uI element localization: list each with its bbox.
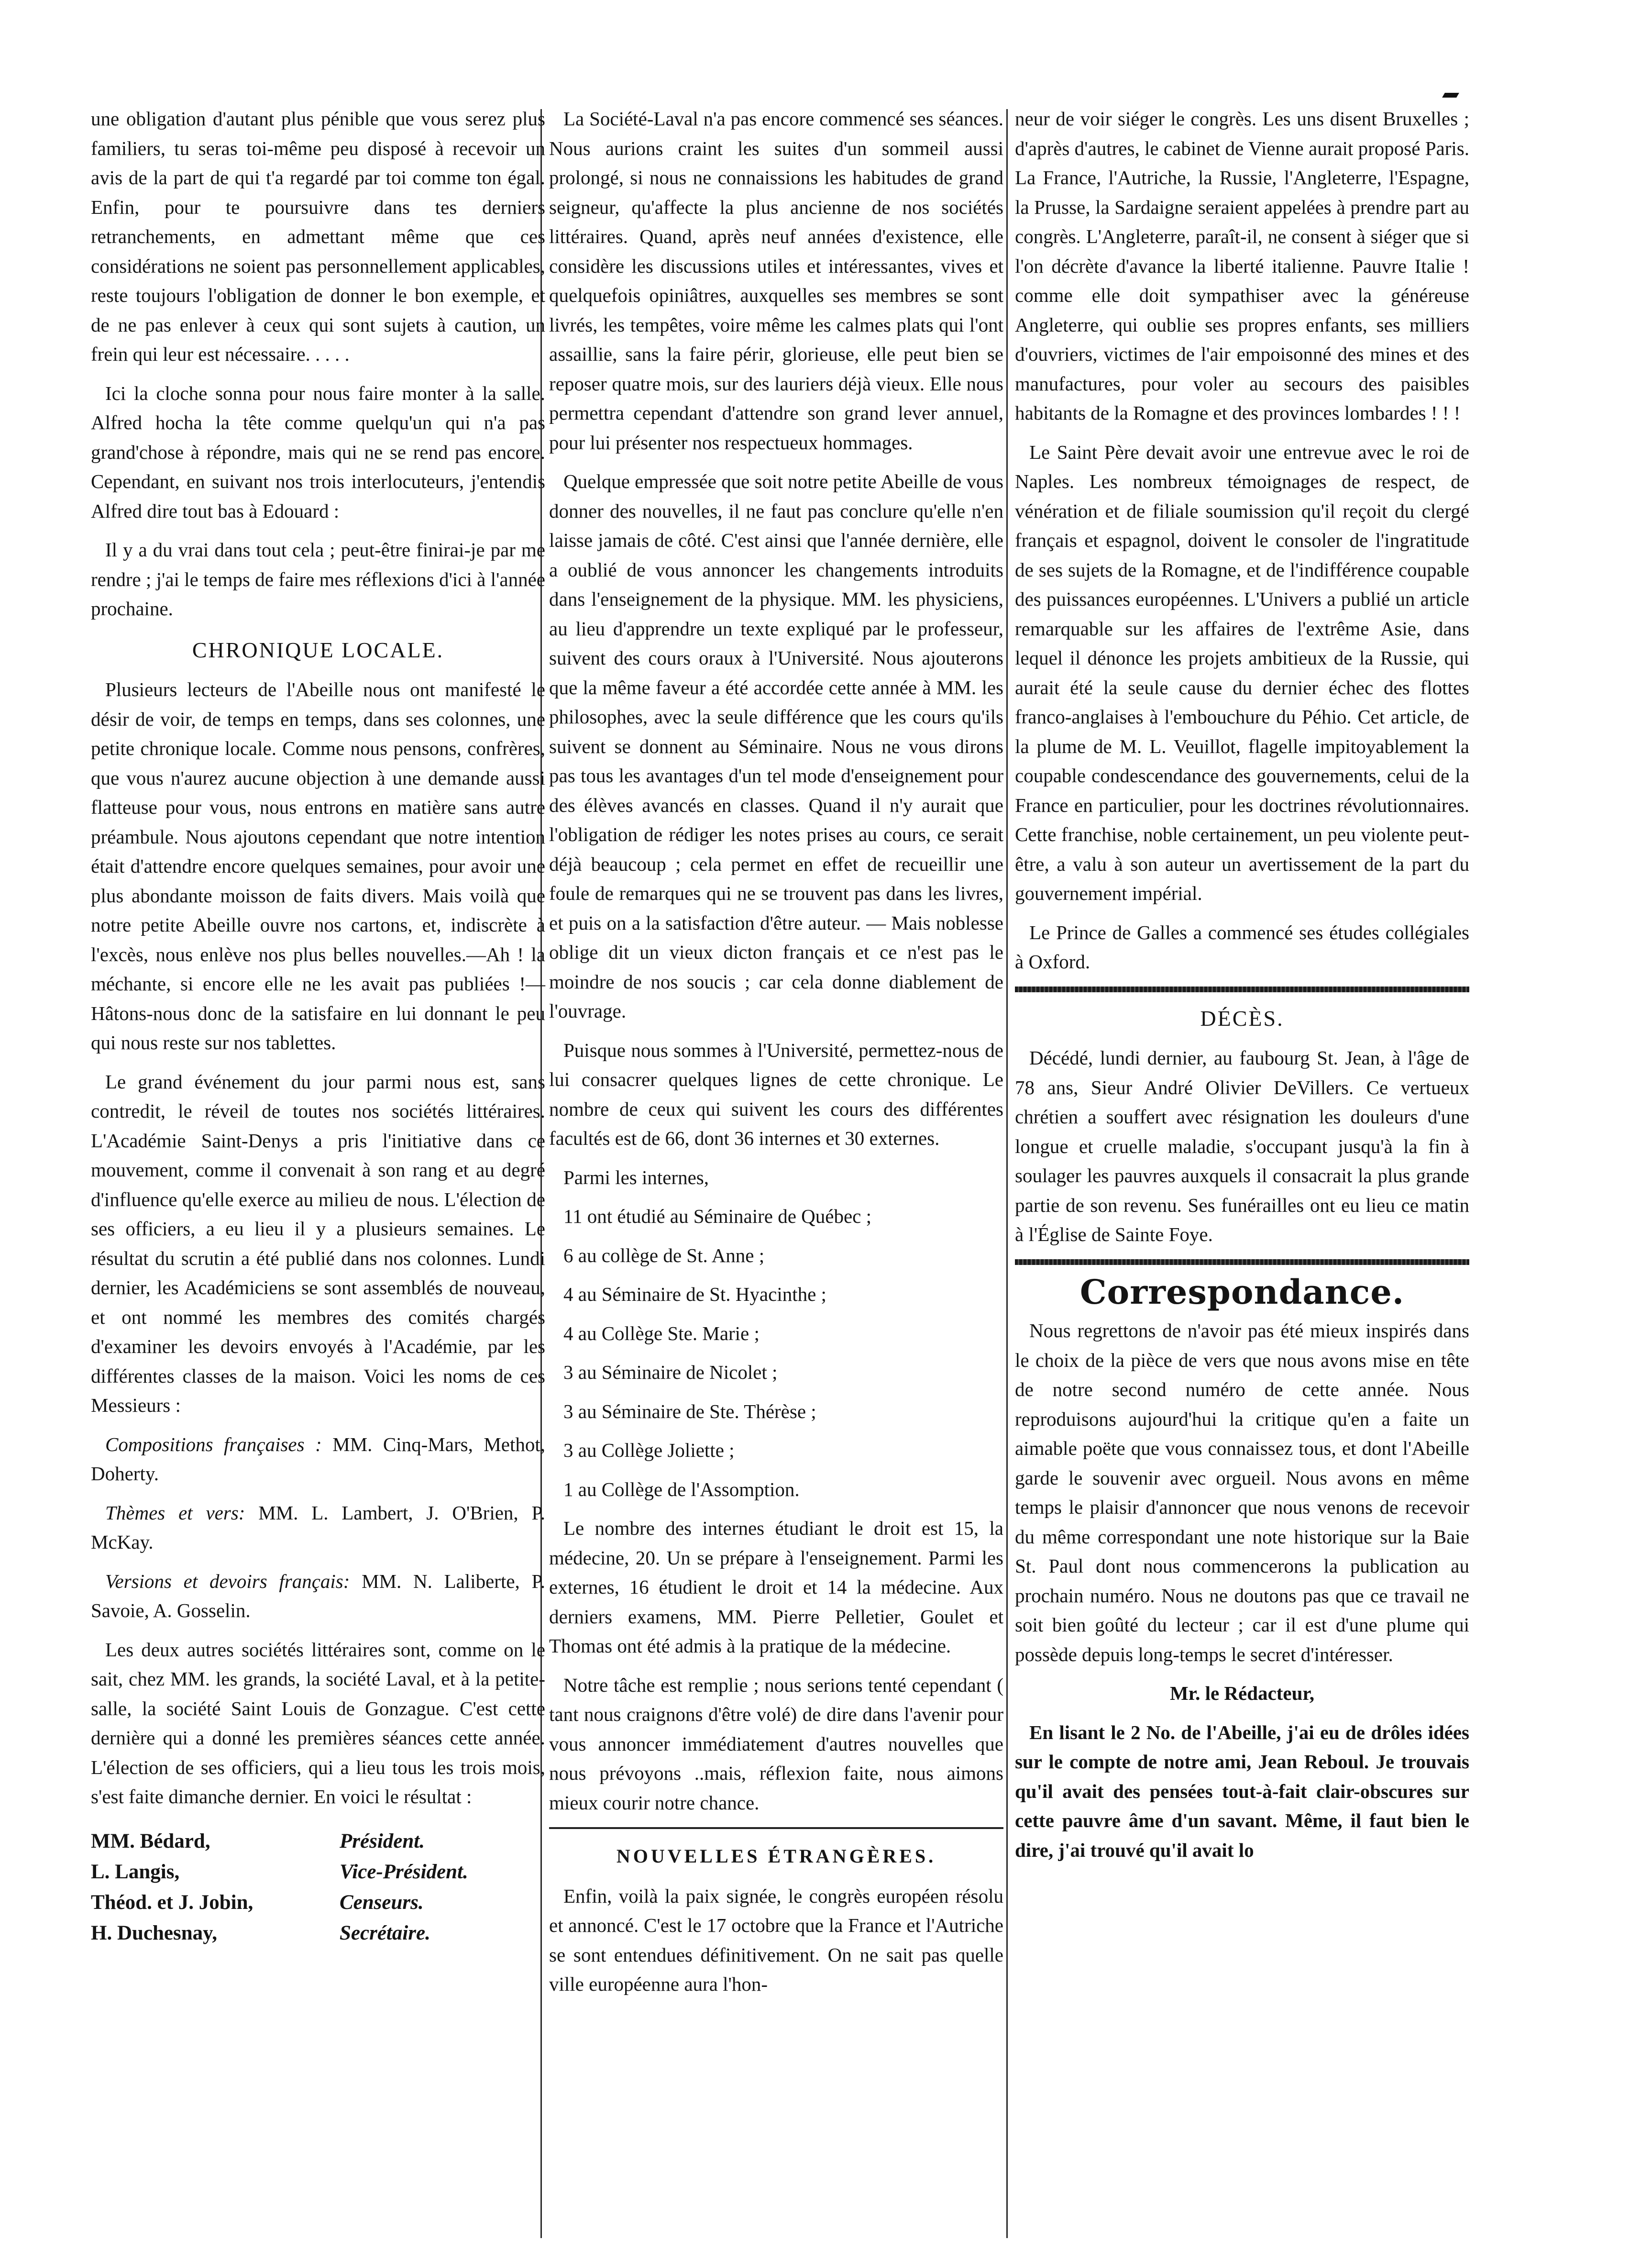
paragraph: Quelque empressée que soit notre petite Abeille de vous donner des nouvelles, il ne faut pas conclure qu'elle n'en laisse jamais de côté. C'est ainsi que l'année dernière, elle a oublié de vous annoncer les changements introduits dans l'enseignement de la physique. MM. les physiciens, au lieu d'apprendre un texte expliqué par le professeur, suivent des cours oraux à l'Université. Nous ajouterons que la même faveur a été accordée cette année à MM. les philosophes, avec la seule différence que les cours qu'ils suivent se donnent au Séminaire. Nous ne vous dirons pas tous les avantages d'un tel mode d'enseignement pour des élèves avancés en classes. Quand il n'y aurait que l'obligation de rédiger les notes prises au cours, ce serait déjà beaucoup ; cela permet en effet de recueillir une foule de remarques qui ne se trouvent pas dans les livres, et puis on a la satisfaction d'être auteur. — Mais noblesse oblige dit un vieux dicton français et ce n'est pas le moindre de nos soucis ; car cela donne diablement de l'ouvrage. [549, 470, 1003, 1022]
paragraph: Nous regrettons de n'avoir pas été mieux inspirés dans le choix de la pièce de vers que nous avons mise en tête de notre second numéro de cette année. Nous reproduisons aujourd'hui la critique qu'en a faite un aimable poëte que vous connaissez tous, et dont l'Abeille garde le souvenir avec orgueil. Nous avons en même temps le plaisir d'annoncer que nous venons de recevoir du même correspondant une note historique sur la Baie St. Paul dont nous commencerons la publication au prochain numéro. Nous ne doutons pas que ce travail ne soit bien goûté du lecteur ; car il est d'une plume qui possède depuis long-temps le secret d'intéresser. [1015, 1320, 1469, 1665]
paragraph: La Société-Laval n'a pas encore commencé ses séances. Nous aurions craint les suites d'un sommeil aussi prolongé, si nous ne connaissions les habitudes de grand seigneur, qu'affecte la plus ancienne de nos sociétés littéraires. Quand, après neuf années d'existence, elle considère les discussions utiles et intéressantes, vives et quelquefois opiniâtres, auxquelles ses membres se sont livrés, les tempêtes, voire même les calmes plats qui l'ont assaillie, sans la faire périr, glorieuse, elle peut bien se reposer quatre mois, sur des lauriers déjà vieux. Elle nous permettra cependant d'attendre son grand lever annuel, pour lui présenter nos respectueux hommages. [549, 108, 1003, 454]
paragraph: Le Prince de Galles a commencé ses études collégiales à Oxford. [1015, 921, 1469, 973]
letter-salutation: Mr. le Rédacteur, [1169, 1682, 1315, 1704]
section-heading-deces: DÉCÈS. [1200, 1006, 1284, 1031]
paragraph: Il y a du vrai dans tout cela ; peut-être finirai-je par me rendre ; j'ai le temps de faire mes réflexions d'ici à l'année prochaine. [91, 539, 545, 620]
list-item: 11 ont étudié au Séminaire de Québec ; [563, 1205, 872, 1227]
committee-members: MM. Cinq-Mars, Methot, Doherty. [91, 1433, 545, 1485]
committee-members: MM. L. Lambert, J. O'Brien, P. McKay. [91, 1501, 545, 1553]
officer-name: H. Duchesnay, [91, 1921, 218, 1944]
list-item: 3 au Séminaire de Ste. Thérèse ; [563, 1400, 816, 1422]
column-middle [549, 104, 1003, 2009]
list-item: 6 au collège de St. Anne ; [563, 1244, 765, 1266]
paragraph: une obligation d'autant plus pénible que vous serez plus familiers, tu seras toi-même peu disposé à recevoir un avis de la part de qui t'a regardé par toi comme ton égal. Enfin, pour te poursuivre dans tes derniers retranchements, en admettant même que ces considérations ne soient pas personnellement applicables, reste toujours l'obligation de donner le bon exemple, et de ne pas enlever à ceux qui sont sujets à caution, un frein qui leur est nécessaire. . . . . [91, 108, 545, 365]
section-heading-chronique: CHRONIQUE LOCALE. [192, 637, 444, 662]
committee-line [91, 1567, 545, 1626]
paragraph: Plusieurs lecteurs de l'Abeille nous ont manifesté le désir de voir, de temps en temps, dans ses colonnes, une petite chronique locale. Comme nous pensons, confrères, que vous n'aurez aucune objection à une demande aussi flatteuse pour vous, nous entrons en matière sans autre préambule. Nous ajoutons cependant que notre intention était d'attendre encore quelques semaines, pour avoir une plus abondante moisson de faits divers. Mais voilà que notre petite Abeille ouvre nos cartons, et, indiscrète à l'excès, nous enlève nos plus belles nouvelles.—Ah ! la méchante, si encore elle ne les avait pas publiées !—Hâtons-nous donc de la satisfaire en lui donnant le peu qui nous reste sur nos tablettes. [91, 678, 545, 1053]
paragraph: Ici la cloche sonna pour nous faire monter à la salle. Alfred hocha la tête comme quelqu'un qui n'a pas grand'chose à répondre, mais qui ne se rend pas encore. Cependant, en suivant nos trois interlocuteurs, j'entendis Alfred dire tout bas à Edouard : [91, 382, 545, 522]
paragraph: neur de voir siéger le congrès. Les uns disent Bruxelles ; d'après d'autres, le cabinet de Vienne aurait proposé Paris. La France, l'Autriche, la Russie, l'Angleterre, l'Espagne, la Prusse, la Sardaigne seraient appelées à prendre part au congrès. L'Angleterre, paraît-il, ne consent à siéger que si l'on décrète d'avance la liberté italienne. Pauvre Italie ! comme elle doit sympathiser avec la généreuse Angleterre, qui oublie ses propres enfants, ses milliers d'ouvriers, victimes de l'air empoisonné des mines et des manufactures, pour voler au secours des paisibles habitants de la Romagne et des provinces lombardes ! ! ! [1015, 108, 1469, 424]
paragraph: Les deux autres sociétés littéraires sont, comme on le sait, chez MM. les grands, la société Laval, et à la petite-salle, la société Saint Louis de Gonzague. C'est cette dernière qui a donné les premières séances cette année. L'élection de ses officiers, qui a lieu tous les trois mois, s'est faite dimanche dernier. En voici le résultat : [91, 1638, 545, 1807]
paragraph: En lisant le 2 No. de l'Abeille, j'ai eu de drôles idées sur le compte de notre ami, Jean Reboul. Je trouvais qu'il avait des pensées tout-à-fait clair-obscures sur cette pauvre âme d'un savant. Même, il faut bien le dire, j'ai trouvé qu'il avait lo [1015, 1721, 1469, 1861]
paragraph: Puisque nous sommes à l'Université, permettez-nous de lui consacrer quelques lignes de cette chronique. Le nombre de ceux qui suivent les cours des différentes facultés est de 66, dont 36 internes et 30 externes. [549, 1039, 1003, 1149]
paragraph: Enfin, voilà la paix signée, le congrès européen résolu et annoncé. C'est le 17 octobre que la France et l'Autriche se sont entendues définitivement. On ne sait pas quelle ville européenne aura l'hon- [549, 1885, 1003, 1995]
committee-line [91, 1430, 545, 1489]
column-right [1015, 104, 1469, 1874]
section-divider [549, 1827, 1003, 1829]
section-heading-correspondance: Correspondance. [1079, 1272, 1405, 1312]
paragraph: Parmi les internes, [563, 1166, 709, 1188]
page-corner-mark [1442, 93, 1459, 98]
officers-list [91, 1826, 545, 1949]
committee-line [91, 1498, 545, 1557]
list-item: 4 au Collège Ste. Marie ; [563, 1322, 760, 1344]
paragraph: Le nombre des internes étudiant le droit est 15, la médecine, 20. Un se prépare à l'enseignement. Parmi les externes, 16 étudient le droit et 14 la médecine. Aux derniers examens, MM. Pierre Pelletier, Goulet et Thomas ont été admis à la pratique de la médecine. [549, 1517, 1003, 1657]
officer-role: Vice-Président. [340, 1860, 468, 1883]
list-item: 1 au Collège de l'Assomption. [563, 1478, 800, 1500]
column-divider [1006, 109, 1008, 2238]
officer-role: Président. [340, 1830, 425, 1852]
committee-label: Thèmes et vers: [105, 1501, 245, 1524]
officer-name: Théod. et J. Jobin, [91, 1891, 253, 1914]
committee-label: Compositions françaises : [105, 1433, 322, 1455]
list-item: 3 au Collège Joliette ; [563, 1439, 735, 1461]
column-left [91, 104, 545, 1949]
officer-name: L. Langis, [91, 1860, 180, 1883]
paragraph: Le grand événement du jour parmi nous est, sans contredit, le réveil de toutes nos sociétés littéraires. L'Académie Saint-Denys a pris l'initiative dans ce mouvement, comme il convenait à son rang et au degré d'influence qu'elle exerce au milieu de nous. L'élection de ses officiers, a eu lieu il y a plusieurs semaines. Le résultat du scrutin a été publié dans nos colonnes. Lundi dernier, les Académiciens se sont assemblés de nouveau, et ont nommé les membres des comités chargés d'examiner les devoirs envoyés à l'Académie, par les différentes classes de la maison. Voici les noms de ces Messieurs : [91, 1070, 545, 1416]
paragraph: Le Saint Père devait avoir une entrevue avec le roi de Naples. Les nombreux témoignages de respect, de vénération et de filiale soumission qu'il reçoit du clergé français et espagnol, doivent le consoler de l'ingratitude de ses sujets de la Romagne, et de l'indifférence coupable des puissances européennes. L'Univers a publié un article remarquable sur les affaires de l'extrême Asie, dans lequel il dénonce les projets ambitieux de la Russie, qui aurait été la seule cause du dernier échec des flottes franco-anglaises à l'embouchure du Péhio. Cet article, de la plume de M. L. Veuillot, flagelle impitoyablement la coupable condescendance des gouvernements, celui de la France en particulier, pour les doctrines révolutionnaires. Cette franchise, noble certainement, un peu violente peut-être, a valu à son auteur un avertissement de la part du gouvernement impérial. [1015, 441, 1469, 904]
committee-members: MM. N. Laliberte, P. Savoie, A. Gosselin. [91, 1570, 545, 1621]
section-divider [1015, 1259, 1469, 1265]
section-divider [1015, 987, 1469, 992]
officer-name: MM. Bédard, [91, 1830, 210, 1852]
paragraph: Notre tâche est remplie ; nous serions tenté cependant ( tant nous craignons d'être volé) de dire dans l'avenir pour vous annoncer immédiatement d'autres nouvelles que nous prévoyons ..mais, réflexion faite, nous aimons mieux courir notre chance. [549, 1674, 1003, 1814]
committee-label: Versions et devoirs français: [105, 1570, 350, 1592]
list-item: 3 au Séminaire de Nicolet ; [563, 1361, 778, 1383]
officer-role: Censeurs. [340, 1891, 424, 1914]
section-heading-nouvelles: NOUVELLES ÉTRANGÈRES. [616, 1845, 936, 1867]
officer-role: Secrétaire. [340, 1921, 430, 1944]
list-item: 4 au Séminaire de St. Hyacinthe ; [563, 1283, 826, 1305]
paragraph: Décédé, lundi dernier, au faubourg St. Jean, à l'âge de 78 ans, Sieur André Olivier DeVillers. Ce vertueux chrétien a souffert avec résignation les douleurs d'une longue et cruelle maladie, s'occupant jusqu'à la fin à soulager les pauvres auxquels il consacrait la plus grande partie de son revenu. Ses funérailles ont eu lieu ce matin à l'Église de Sainte Foye. [1015, 1047, 1469, 1245]
